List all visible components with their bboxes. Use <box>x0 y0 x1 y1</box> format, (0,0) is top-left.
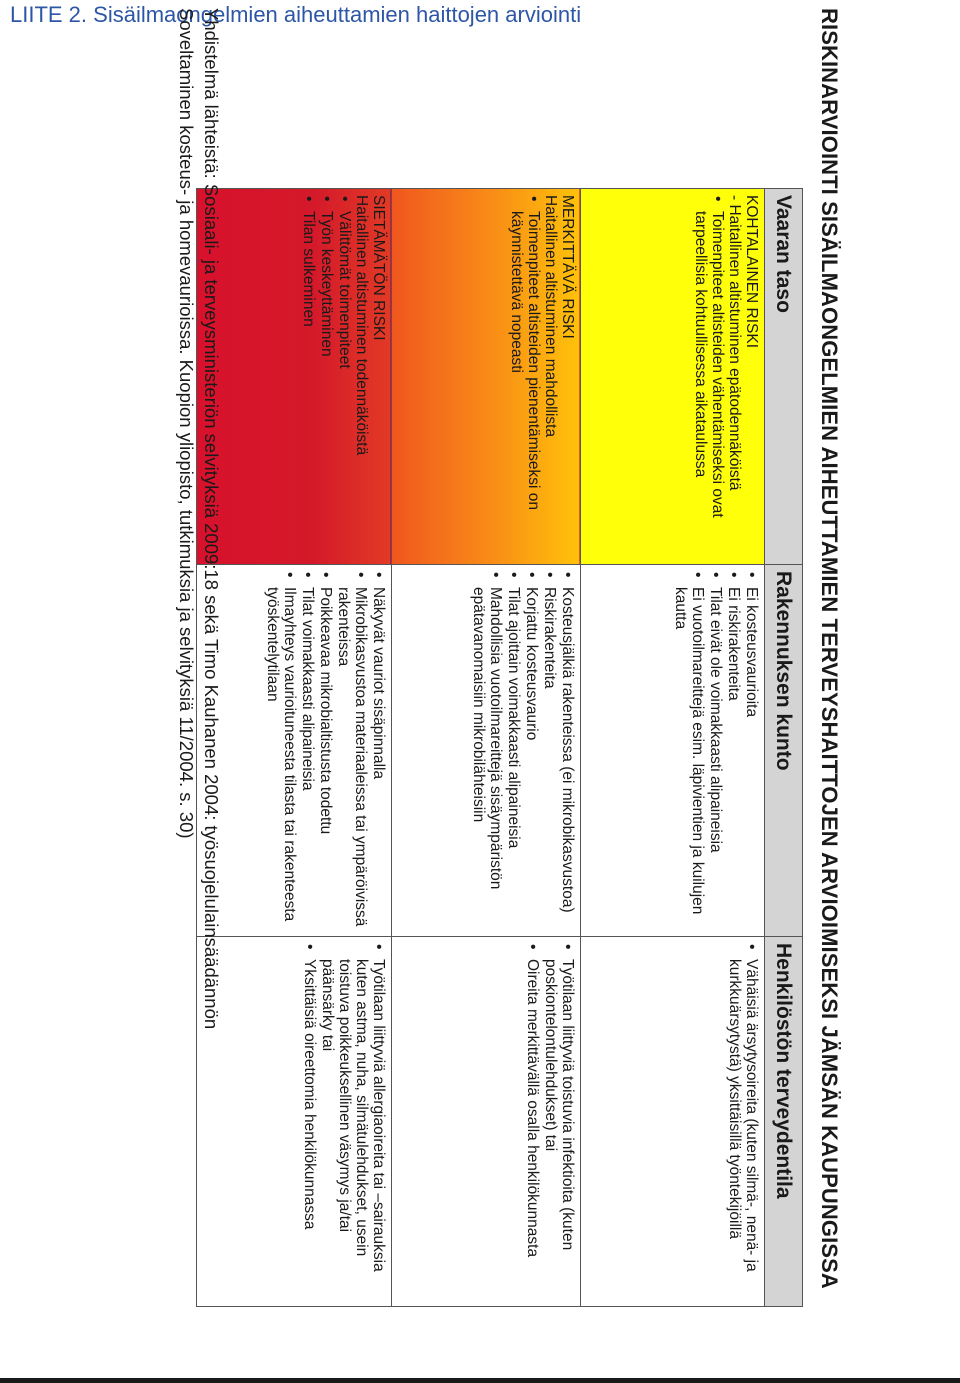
header-hazard-level: Vaaran taso <box>765 189 803 565</box>
appendix-label: LIITE 2. Sisäilmaongelmien aiheuttamien haittojen arviointi <box>10 2 582 27</box>
list-item: • Näkyvät vauriot sisäpinnalla <box>370 587 387 930</box>
list-item: • Oireita merkittävällä osalla henkilökunnasta <box>524 959 541 1300</box>
bottom-scan-edge <box>0 1378 960 1383</box>
list-item: • Toimenpiteet altisteiden pienentämiseksi on käynnistettävä nopeasti <box>508 211 542 558</box>
list-item: • Ei kosteusvaurioita <box>743 587 760 930</box>
table-row <box>392 189 581 1307</box>
risk-level-name: SIETÄMÄTÖN RISKI <box>370 195 387 341</box>
risk-level-actions <box>300 195 353 558</box>
list-item: • Kosteusjälkiä rakenteissa (ei mikrobikasvustoa) <box>559 587 576 930</box>
header-building-condition: Rakennuksen kunto <box>765 565 803 937</box>
header-staff-health: Henkilöstön terveydentila <box>765 937 803 1307</box>
risk-level-actions <box>508 195 542 558</box>
list-item: • Työn keskeyttäminen <box>318 211 335 558</box>
list-item: • Tilat ajoittain voimakkaasti alipaineisia <box>505 587 522 930</box>
building-condition-cell <box>197 565 392 937</box>
risk-level-name: MERKITTÄVÄ RISKI <box>559 195 576 339</box>
list-item: • Työtilaan liittyviä toistuvia infektioita (kuten poskiontelontulehdukset) tai <box>542 959 576 1300</box>
list-item: • Ilmayhteys vaurioituneesta tilasta tai rakenteesta työskentelytilaan <box>264 587 298 930</box>
list-item: • Poikkeavaa mikrobialtistusta todettu <box>317 587 334 930</box>
list-item: • Vähäisiä ärsytysoireita (kuten silmä-, nenä- ja kurkkuärsytystä) yksittäisillä työntekijöillä <box>726 959 760 1300</box>
list-item: • Mahdollisia vuotoilmareittejä sisäympäristön epätavanomaisiin mikrobilähteisiin <box>470 587 504 930</box>
source-citation <box>174 8 224 1338</box>
building-condition-cell <box>581 565 765 937</box>
staff-health-cell <box>392 937 581 1307</box>
list-item: • Tilan sulkeminen <box>300 211 317 558</box>
risk-level-description: - Haitallinen altistuminen epätodennäköistä <box>726 195 743 491</box>
table-row <box>197 189 392 1307</box>
list-item: • Yksittäisiä oireettomia henkilökunnassa <box>301 959 318 1300</box>
list-item: • Välittömät toimenpiteet <box>336 211 353 558</box>
risk-level-cell <box>197 189 392 565</box>
table-header-row <box>765 189 803 1307</box>
risk-level-actions <box>692 195 726 558</box>
risk-level-description: Haitallinen altistuminen mahdollista <box>542 195 559 438</box>
risk-level-cell <box>581 189 765 565</box>
list-item: • Työtilaan liittyviä allergiaoireita tai –sairauksia kuten astma, nuha, silmätulehdukset, usein toistuva poikkeuksellinen väsymys ja/tai päänsärky tai <box>319 959 387 1300</box>
risk-level-cell <box>392 189 581 565</box>
risk-level-name: KOHTALAINEN RISKI <box>743 195 760 349</box>
list-item: • Tilat voimakkaasti alipaineisia <box>299 587 316 930</box>
list-item: • Mikrobikasvustoa materiaaleissa tai ympäröivissä rakenteissa <box>335 587 369 930</box>
risk-table <box>196 188 803 1307</box>
table-row <box>581 189 765 1307</box>
staff-health-cell <box>197 937 392 1307</box>
source-line: Yhdistelmä lähteistä: Sosiaali- ja terveysministeriön selvityksiä 2009:18 sekä Timo Kauhanen 2004: työsuojelulainsäädännön <box>201 8 222 1030</box>
list-item: • Ei riskirakenteita <box>725 587 742 930</box>
list-item: • Ei vuotoilmareittejä esim. läpivientien ja kuilujen kautta <box>672 587 706 930</box>
source-line: Soveltaminen kosteus- ja homevaurioissa. Kuopion yliopisto, tutkimuksia ja selvityksiä 11/2004. s. 30) <box>176 8 197 839</box>
list-item: • Riskirakenteita <box>541 587 558 930</box>
list-item: • Korjattu kosteusvaurio <box>523 587 540 930</box>
list-item: • Toimenpiteet altisteiden vähentämiseksi ovat tarpeellisia kohtuullisessa aikataulussa <box>692 211 726 558</box>
document-title: RISKINARVIOINTI SISÄILMAONGELMIEN AIHEUTTAMIEN TERVEYSHAITTOJEN ARVIOIMISEKSI JÄMSÄN KAUPUNGISSA <box>817 8 842 1289</box>
risk-level-description: Haitallinen altistuminen todennäköistä <box>353 195 370 456</box>
staff-health-cell <box>581 937 765 1307</box>
list-item: • Tilat eivät ole voimakkaasti alipaineisia <box>707 587 724 930</box>
building-condition-cell <box>392 565 581 937</box>
